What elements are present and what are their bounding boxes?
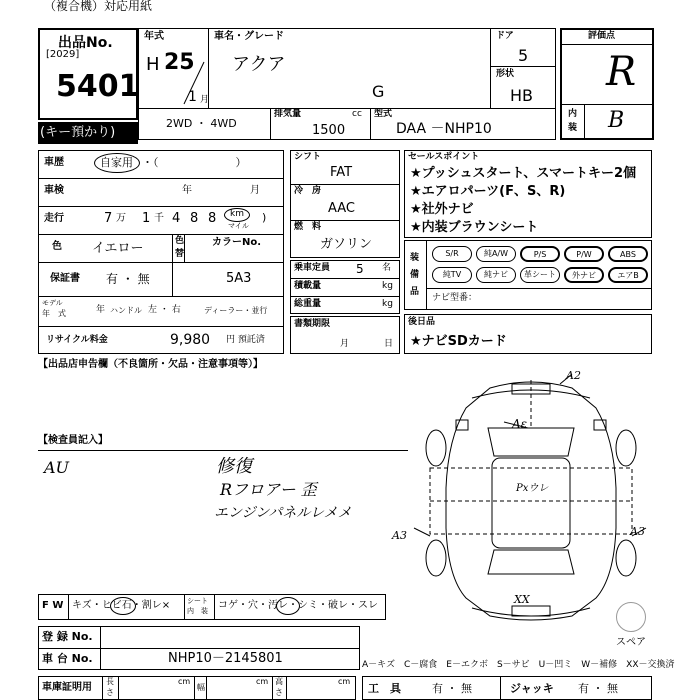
history-value: 自家用 — [100, 156, 133, 169]
registration-label: 登 録 No. — [42, 630, 93, 643]
sales-points-label: セールスポイント — [408, 152, 480, 162]
type-code-label: 型式 — [374, 109, 393, 119]
equip-pw: P/W — [564, 246, 604, 262]
cert-length-2: さ — [106, 688, 114, 697]
year-month: 1 — [188, 89, 197, 105]
inspection-year-unit: 年 — [182, 185, 192, 196]
navi-model-label: ナビ型番： — [432, 293, 478, 303]
load-label: 積載量 — [294, 281, 322, 291]
equip-airbag: エアB — [608, 267, 648, 283]
recycle-label: リサイクル料金 — [46, 335, 108, 345]
type-code-value: DAA －NHP10 — [396, 121, 492, 137]
shape-value: HB — [510, 86, 534, 105]
fuel-value: ガソリン — [320, 237, 373, 252]
rating-value: R — [606, 49, 637, 95]
model-grade: G — [372, 82, 385, 101]
shift-label: シフト — [294, 152, 322, 162]
dealer-label: ディーラー・並行 — [204, 306, 268, 315]
displacement-unit: cc — [352, 109, 362, 119]
header-note: （複合機）対応用紙 — [44, 0, 153, 13]
equipment-label-3: 品 — [410, 287, 420, 297]
sales-point-3: ★社外ナビ — [410, 202, 474, 217]
history-rest: ・（ ） — [142, 156, 247, 169]
color-code: 5A3 — [226, 271, 252, 286]
cert-height-1: 高 — [275, 677, 283, 686]
weight-label: 総重量 — [294, 299, 322, 309]
equip-sr: S/R — [432, 246, 472, 262]
handle-value: 左 ・ 右 — [148, 305, 181, 315]
car-diagram — [400, 368, 662, 630]
declaration-label: 【出品店申告欄（不良箇所・欠品・注意事項等）】 — [38, 359, 263, 370]
displacement-label: 排気量 — [274, 109, 302, 119]
inspector-note-left: AU — [44, 458, 70, 477]
diagram-xx: XX — [514, 593, 530, 606]
spare-tire-icon — [616, 602, 646, 632]
year-month-unit: 月 — [200, 95, 210, 105]
recycle-unit: 円 預託済 — [226, 335, 265, 345]
equip-ext-navi: 外ナビ — [564, 267, 604, 283]
after-parts-label: 後日品 — [408, 317, 436, 327]
interior-label-1: 内 — [568, 109, 578, 119]
color-label: 色 — [52, 241, 62, 252]
drive-label: 2WD ・ 4WD — [166, 117, 237, 130]
inspector-note-2: Rフロアー 歪 — [220, 480, 317, 499]
doc-deadline-day: 日 — [384, 339, 394, 349]
aircon-label: 冷 房 — [294, 186, 322, 196]
shift-value: FAT — [330, 165, 353, 180]
lot-year-stamp: [2029] — [46, 49, 80, 60]
shape-label: 形状 — [496, 69, 515, 79]
sales-point-4: ★内装ブラウンシート — [410, 220, 539, 235]
doc-deadline-month: 月 — [340, 339, 350, 349]
warranty-value: 有 ・ 無 — [106, 272, 150, 286]
doc-deadline-label: 書類期限 — [294, 319, 331, 329]
seat-circle — [276, 597, 300, 615]
diagram-dent: Pxウレ — [516, 483, 549, 494]
seat-items: コゲ・穴・汚レ・シミ・破レ・スレ — [218, 600, 378, 611]
year-label: 年式 — [144, 31, 164, 42]
model-year-label-1: モデル — [42, 299, 63, 307]
mileage-digit-1: 4 — [172, 211, 181, 226]
equip-ps: P/S — [520, 246, 560, 262]
displacement-value: 1500 — [312, 123, 346, 138]
interior-value: B — [608, 108, 625, 133]
seat-label-2: 内 装 — [187, 607, 208, 615]
details-table — [38, 150, 284, 354]
mileage-mile: マイル — [228, 222, 249, 230]
cert-length-1: 長 — [106, 677, 114, 686]
color-code-label: カラーNo. — [212, 237, 262, 248]
equip-aw: 純A/W — [476, 246, 516, 262]
capacity-label: 乗車定員 — [294, 263, 331, 273]
year-era: H — [146, 54, 160, 75]
fw-label: F W — [42, 600, 64, 611]
cert-height-unit: cm — [338, 677, 351, 686]
model-year-label-2: 年 式 — [42, 309, 66, 318]
tools-label: 工 具 — [368, 682, 401, 695]
inspector-note-1: 修復 — [216, 456, 252, 477]
inspector-note-3: エンジンパネルレメメ — [214, 505, 352, 521]
handle-label: ハンドル — [110, 306, 142, 315]
model-label: 車名・グレード — [214, 31, 284, 42]
mileage-man-unit: 万 — [116, 213, 126, 224]
diagram-a3-left: A3 — [392, 529, 407, 542]
mileage-digit-3: 8 — [208, 211, 217, 226]
fw-circle — [110, 597, 136, 615]
mileage-man: 7 — [104, 211, 113, 226]
color-value: イエロー — [92, 241, 144, 256]
lot-label: 出品No. — [58, 35, 113, 51]
color-sub-label-1: 色 — [175, 236, 185, 246]
inspector-label: 【検査員記入】 — [38, 435, 108, 446]
equipment-label-1: 装 — [410, 253, 420, 263]
year-value: 25 — [164, 50, 195, 75]
equip-abs: ABS — [608, 246, 648, 262]
fuel-label: 燃 料 — [294, 222, 322, 232]
lot-number: 5401 — [56, 69, 140, 104]
aircon-value: AAC — [328, 201, 355, 216]
mileage-sen-unit: 千 — [154, 213, 164, 224]
fw-items: キズ・ヒビ石・割レ× — [72, 600, 171, 611]
diagram-ae: Aε — [512, 417, 528, 431]
mileage-digit-2: 8 — [190, 211, 199, 226]
equip-tv: 純TV — [432, 267, 472, 283]
seat-label-1: シート — [187, 597, 208, 605]
inspection-month-unit: 月 — [250, 185, 260, 196]
model-name: アクア — [232, 54, 286, 75]
jack-value: 有 ・ 無 — [578, 682, 618, 695]
chassis-value: NHP10－2145801 — [168, 651, 283, 666]
model-year-unit: 年 — [96, 305, 106, 315]
doors-value: 5 — [518, 46, 529, 65]
recycle-value: 9,980 — [170, 332, 211, 348]
key-note: (キー預かり) — [40, 125, 116, 140]
doors-label: ドア — [496, 31, 514, 41]
sales-point-1: ★プッシュスタート、スマートキー2個 — [410, 166, 637, 181]
load-unit: kg — [382, 281, 393, 291]
cert-width-unit: cm — [256, 677, 269, 686]
cert-height-2: さ — [275, 688, 283, 697]
history-label: 車歴 — [44, 157, 64, 168]
spare-label: スペア — [616, 637, 646, 648]
cert-width: 幅 — [197, 683, 205, 692]
equip-navi: 純ナビ — [476, 267, 516, 283]
cert-length-unit: cm — [178, 677, 191, 686]
mileage-sen: 1 — [142, 211, 151, 226]
sales-point-2: ★エアロパーツ(F、S、R) — [410, 184, 566, 199]
capacity-unit: 名 — [382, 263, 392, 273]
color-sub-label-2: 替 — [175, 249, 185, 259]
weight-unit: kg — [382, 299, 393, 309]
diagram-a3-right: A3 — [630, 525, 645, 538]
rating-label: 評価点 — [588, 31, 616, 41]
equip-leather: 革シート — [520, 267, 560, 283]
capacity-value: 5 — [356, 262, 364, 276]
jack-label: ジャッキ — [510, 682, 554, 695]
inspection-label: 車検 — [44, 185, 64, 196]
tools-value: 有 ・ 無 — [432, 682, 472, 695]
diagram-a2: A2 — [566, 369, 581, 382]
mileage-label: 走行 — [44, 213, 64, 224]
mileage-km: km — [230, 209, 244, 219]
cert-label: 車庫証明用 — [42, 682, 92, 693]
damage-legend: A－キズ C－腐食 E－エクボ S－サビ U－凹ミ W－補修 XX－交換済 — [362, 660, 675, 670]
equipment-label-2: 備 — [410, 270, 420, 280]
chassis-label: 車 台 No. — [42, 652, 93, 665]
after-parts-value: ★ナビSDカード — [410, 334, 507, 349]
interior-label-2: 装 — [568, 123, 578, 133]
warranty-label: 保証書 — [50, 273, 80, 284]
